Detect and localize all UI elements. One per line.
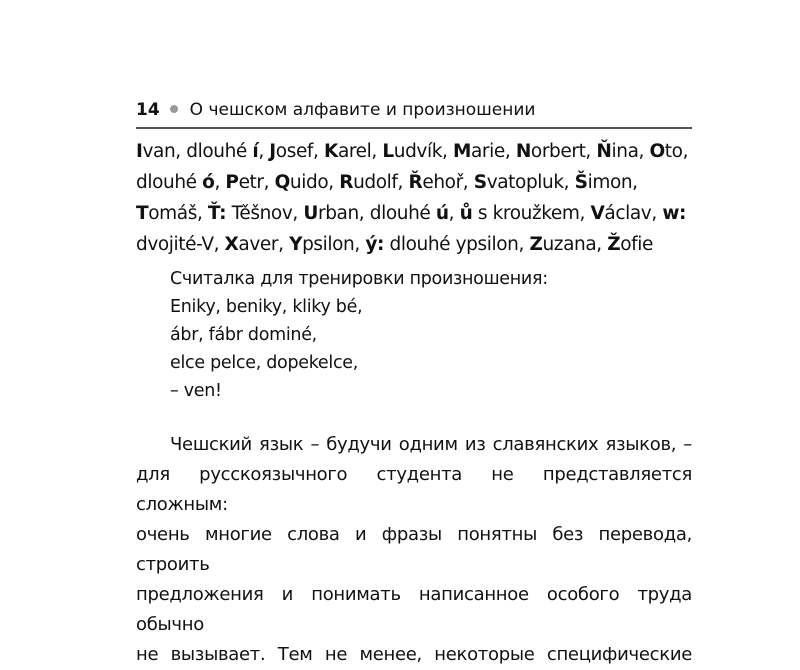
alphabet-word: aver, [238, 234, 290, 255]
alphabet-letter: Ř [408, 172, 423, 193]
alphabet-word: vatopluk, [486, 172, 575, 193]
alphabet-word: osef, [275, 141, 324, 162]
alphabet-word: uzana, [542, 234, 608, 255]
rhyme-line: – ven! [170, 381, 222, 401]
alphabet-letter: R [339, 172, 354, 193]
running-header [136, 100, 692, 126]
alphabet-letter: ý: [365, 234, 385, 255]
alphabet-word: ofie [620, 234, 654, 255]
alphabet-word: arie, [471, 141, 516, 162]
paragraph-line: для русскоязычного студента не представляется сложным: [136, 464, 692, 515]
alphabet-word: to, dlouhé [136, 141, 689, 193]
rhyme-line: Eniky, beniky, kliky bé, [170, 297, 363, 317]
alphabet-letter: L [382, 141, 394, 162]
alphabet-word: rban, dlouhé [317, 203, 436, 224]
alphabet-list [136, 136, 692, 260]
alphabet-letter: Ť: [207, 203, 227, 224]
paragraph-line: Чешский язык – будучи одним из славянских языков, – [170, 434, 692, 455]
alphabet-word: udolf, [353, 172, 409, 193]
alphabet-letter: O [649, 141, 665, 162]
bullet-icon [170, 105, 178, 113]
paragraph-line: очень многие слова и фразы понятны без перевода, строить [136, 524, 692, 575]
alphabet-letter: J [269, 141, 276, 162]
alphabet-letter: M [452, 141, 471, 162]
alphabet-letter: I [136, 141, 143, 162]
alphabet-letter: S [473, 172, 487, 193]
alphabet-letter: U [303, 203, 318, 224]
alphabet-word: áclav, [604, 203, 663, 224]
alphabet-word: ehoř, [422, 172, 474, 193]
alphabet-word: arel, [337, 141, 383, 162]
alphabet-word: uido, [289, 172, 340, 193]
alphabet-word: , [214, 172, 226, 193]
alphabet-letter: K [324, 141, 338, 162]
alphabet-letter: Y [289, 234, 303, 255]
alphabet-letter: Ň [596, 141, 612, 162]
chapter-title: О чешском алфавите и произношении [189, 100, 536, 120]
alphabet-word: ina, [611, 141, 650, 162]
alphabet-letter: w: [662, 203, 687, 224]
alphabet-word: , [258, 141, 270, 162]
alphabet-letter: í [252, 141, 259, 162]
paragraph-line: предложения и понимать написанное особого труда обычно [136, 584, 692, 635]
alphabet-word: Těšnov, [226, 203, 304, 224]
alphabet-word: van, dlouhé [142, 141, 253, 162]
alphabet-letter: Z [529, 234, 543, 255]
paragraph-line: не вызывает. Тем не менее, некоторые специфические [136, 644, 692, 665]
alphabet-letter: T [136, 203, 149, 224]
alphabet-word: imon, [587, 172, 638, 193]
alphabet-letter: Ž [607, 234, 621, 255]
alphabet-word: psilon, [302, 234, 366, 255]
header-rule [136, 127, 692, 129]
alphabet-word: dvojité-V, [136, 234, 225, 255]
rhyme-line: elce pelce, dopekelce, [170, 353, 359, 373]
alphabet-word: orbert, [530, 141, 597, 162]
alphabet-letter: Š [574, 172, 588, 193]
body-paragraph [136, 430, 692, 670]
alphabet-letter: X [224, 234, 239, 255]
alphabet-letter: Q [274, 172, 290, 193]
alphabet-letter: V [590, 203, 605, 224]
page-number: 14 [136, 100, 160, 120]
alphabet-word: udvík, [393, 141, 453, 162]
alphabet-letter: ů [459, 203, 473, 224]
rhyme-line: ábr, fábr dominé, [170, 325, 317, 345]
alphabet-letter: ú [435, 203, 449, 224]
alphabet-letter: P [225, 172, 239, 193]
counting-rhyme [170, 265, 690, 405]
alphabet-letter: ó [202, 172, 215, 193]
alphabet-word: s kroužkem, [472, 203, 591, 224]
alphabet-word: , [448, 203, 460, 224]
alphabet-word: dlouhé ypsilon, [384, 234, 530, 255]
alphabet-word: etr, [238, 172, 275, 193]
alphabet-letter: N [515, 141, 531, 162]
alphabet-word: omáš, [148, 203, 208, 224]
rhyme-intro: Считалка для тренировки произношения: [170, 269, 548, 289]
